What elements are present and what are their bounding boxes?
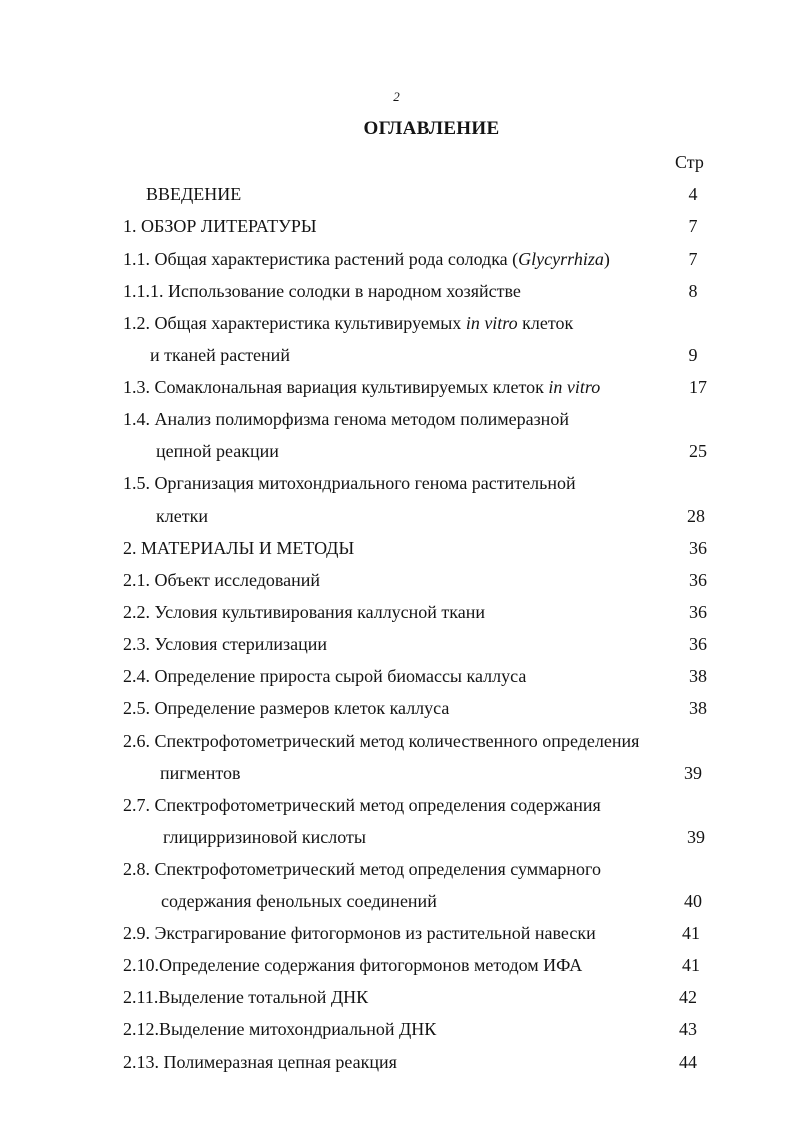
toc-entry-page: 25: [689, 441, 707, 461]
toc-entry-text: 2.9. Экстрагирование фитогормонов из растительной навески: [123, 923, 596, 943]
toc-entry: [0, 981, 793, 1013]
toc-entry-text: 2.5. Определение размеров клеток каллуса: [123, 698, 450, 718]
toc-entry-page: 36: [689, 602, 707, 622]
toc-entry: [0, 757, 793, 789]
toc-entry-text: пигментов: [160, 763, 241, 783]
toc-entry-page: 4: [688, 184, 698, 204]
toc-entry-page: 43: [679, 1019, 697, 1039]
toc-entry-text: содержания фенольных соединений: [161, 891, 437, 911]
toc-entry: [0, 853, 793, 885]
toc-entry-text: 2.6. Спектрофотометрический метод количественного определения: [123, 731, 640, 751]
toc-entry-text: 2.13. Полимеразная цепная реакция: [123, 1052, 397, 1072]
toc-entry-text: глицирризиновой кислоты: [163, 827, 366, 847]
toc-entry-text: 2.10.Определение содержания фитогормонов методом ИФА: [123, 955, 583, 975]
toc-entry: [0, 403, 793, 435]
toc-entry-text: цепной реакции: [156, 441, 279, 461]
toc-entry-page: 41: [682, 955, 700, 975]
toc-entry-text: 1.1.1. Использование солодки в народном хозяйстве: [123, 281, 521, 301]
toc-entry-page: 17: [689, 377, 707, 397]
toc-entry-text-italic: in vitro: [548, 377, 601, 397]
page-title: ОГЛАВЛЕНИЕ: [363, 118, 500, 139]
toc-entry-page: 36: [689, 570, 707, 590]
toc-entry: [0, 500, 793, 532]
toc-entry-text: [123, 307, 573, 339]
page-column-header: Стр: [675, 152, 704, 172]
toc-entry-page: 9: [688, 345, 698, 365]
toc-entry: [0, 660, 793, 692]
toc-entry-page: 36: [689, 538, 707, 558]
toc-entry-text-italic: Glycyrrhiza: [518, 249, 604, 269]
toc-entry-text-italic: in vitro: [465, 313, 518, 333]
page-number: 2: [393, 89, 400, 104]
toc-entry-text-part: 1.2. Общая характеристика культивируемых: [123, 313, 466, 333]
toc-entry: [0, 821, 793, 853]
toc-entry-page: 39: [684, 763, 702, 783]
toc-entry-text: и тканей растений: [150, 345, 290, 365]
toc-entry-page: 7: [688, 216, 698, 236]
toc-entry: [0, 885, 793, 917]
toc-entry: [0, 210, 793, 242]
toc-entry-text: [123, 243, 610, 275]
toc-entry-text-part: клеток: [517, 313, 574, 333]
toc-entry-text: 1.4. Анализ полиморфизма генома методом полимеразной: [123, 409, 569, 429]
toc-entry: [0, 1013, 793, 1045]
toc-entry-page: 7: [688, 249, 698, 269]
toc-entry-page: 28: [687, 506, 705, 526]
toc-entry-text: 2. МАТЕРИАЛЫ И МЕТОДЫ: [123, 538, 355, 558]
toc-entry-text-part: 1.1. Общая характеристика растений рода солодка (: [123, 249, 519, 269]
toc-entry-page: 36: [689, 634, 707, 654]
toc-entry: [0, 596, 793, 628]
toc-entry-text: [123, 371, 600, 403]
toc-entry: [0, 178, 793, 210]
toc-entry-text: клетки: [156, 506, 208, 526]
toc-entry: [0, 917, 793, 949]
toc-entry: [0, 339, 793, 371]
toc-entry-text: 1. ОБЗОР ЛИТЕРАТУРЫ: [123, 216, 317, 236]
toc-entry-text-part: ): [603, 249, 610, 269]
toc-entry: [0, 949, 793, 981]
toc-entry: [0, 371, 793, 403]
toc-entry-page: 41: [682, 923, 700, 943]
toc-entry: [0, 532, 793, 564]
toc-entry-page: 44: [679, 1052, 697, 1072]
toc-entry-text: 2.3. Условия стерилизации: [123, 634, 328, 654]
toc-entry-page: 40: [684, 891, 702, 911]
toc-entry-text: 2.11.Выделение тотальной ДНК: [123, 987, 369, 1007]
toc-entry: [0, 628, 793, 660]
toc-entry: [0, 467, 793, 499]
toc-entry-text: 2.2. Условия культивирования каллусной ткани: [123, 602, 486, 622]
toc-entry: [0, 307, 793, 339]
toc-entry-page: 42: [679, 987, 697, 1007]
toc-entry: [0, 243, 793, 275]
toc-entry: [0, 1046, 793, 1078]
toc-entry-text: ВВЕДЕНИЕ: [146, 184, 242, 204]
toc-entry: [0, 789, 793, 821]
toc-entry: [0, 692, 793, 724]
toc-entry: [0, 435, 793, 467]
toc-entry-text: 2.7. Спектрофотометрический метод определения содержания: [123, 795, 601, 815]
toc-entry-text: 2.4. Определение прироста сырой биомассы каллуса: [123, 666, 527, 686]
toc-entry: [0, 275, 793, 307]
toc-entry-text-part: 1.3. Сомаклональная вариация культивируемых клеток: [123, 377, 549, 397]
toc-entry: [0, 725, 793, 757]
toc-entry-page: 8: [688, 281, 698, 301]
toc-entry-text: 1.5. Организация митохондриального генома растительной: [123, 473, 576, 493]
toc-entry: [0, 564, 793, 596]
toc-entry-page: 39: [687, 827, 705, 847]
toc-entry-page: 38: [689, 666, 707, 686]
toc-entry-text: 2.1. Объект исследований: [123, 570, 321, 590]
toc-entry-page: 38: [689, 698, 707, 718]
toc-entry-text: 2.12.Выделение митохондриальной ДНК: [123, 1019, 437, 1039]
toc-entry-text: 2.8. Спектрофотометрический метод определения суммарного: [123, 859, 601, 879]
